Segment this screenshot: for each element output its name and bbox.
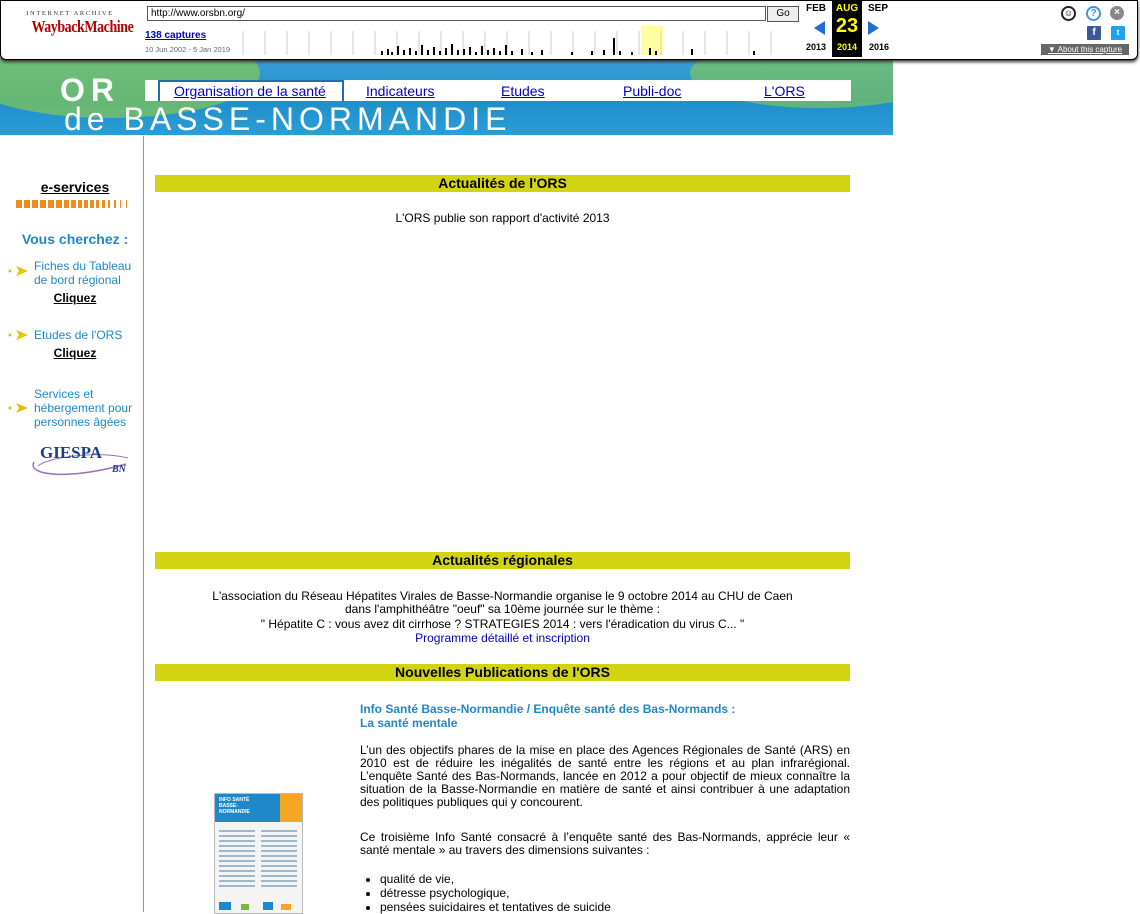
publication-title[interactable] bbox=[360, 702, 735, 730]
about-capture-button[interactable]: ▼ About this capture bbox=[1041, 44, 1129, 55]
publication-paragraph-1: L’un des objectifs phares de la mise en place des Agences Régionales de Santé (ARS) en 2010 est de réduire les inégalités de santé entre les régions et au plan infrarégional. L’enquête Santé des Bas-Normands, lancée en 2012 a pour objectif de mieux connaître la situation de la Basse-Normandie en matière de santé et ainsi contribuer à une adaptation des politiques publiques qui y concourent. bbox=[360, 743, 850, 809]
regional-line-1: L'association du Réseau Hépatites Virales de Basse-Normandie organise le 9 octobre 2014 au CHU de Caen bbox=[212, 589, 793, 603]
go-button[interactable]: Go bbox=[767, 6, 799, 22]
capture-bars bbox=[381, 38, 755, 55]
actualites-ors-text: L'ORS publie son rapport d'activité 2013 bbox=[395, 211, 610, 225]
publication-paragraph-2: Ce troisième Info Santé consacré à l’enquête santé des Bas-Normands, apprécie leur « santé mentale » au travers des dimensions suivantes : bbox=[360, 830, 850, 857]
regional-line-2: dans l'amphithéâtre "oeuf" sa 10ème journée sur le thème : bbox=[345, 602, 660, 616]
sidebar-cliquez-etudes[interactable]: Cliquez bbox=[53, 346, 97, 360]
wayback-logo[interactable] bbox=[23, 10, 134, 36]
vous-cherchez-heading: Vous cherchez : bbox=[21, 231, 129, 247]
banner-ors-text: OR bbox=[60, 72, 120, 108]
sidebar-link-tableau[interactable]: Fiches du Tableau de bord régional bbox=[34, 259, 132, 287]
arrow-bullet-icon bbox=[8, 266, 30, 276]
section-bar-publications: Nouvelles Publications de l'ORS bbox=[155, 664, 850, 681]
prev-capture-icon[interactable] bbox=[814, 21, 825, 35]
dimension-list bbox=[360, 872, 611, 914]
sidebar-cliquez-tableau[interactable]: Cliquez bbox=[53, 291, 97, 305]
nav-indicateurs[interactable]: Indicateurs bbox=[366, 83, 435, 99]
close-icon[interactable]: × bbox=[1110, 6, 1124, 20]
nav-organisation[interactable]: Organisation de la santé bbox=[174, 83, 326, 99]
section-bar-actualites-regionales: Actualités régionales bbox=[155, 552, 850, 569]
list-item: • qualité de vie, bbox=[380, 872, 611, 886]
url-input[interactable]: http://www.orsbn.org/ bbox=[147, 6, 766, 21]
publication-title-line-2: La santé mentale bbox=[360, 716, 458, 730]
sidebar-link-etudes[interactable]: Etudes de l'ORS bbox=[34, 328, 123, 342]
site-banner bbox=[0, 58, 893, 135]
main-nav bbox=[145, 80, 851, 101]
prev-month[interactable]: FEB bbox=[806, 3, 826, 14]
capture-range: 10 Jun 2002 - 5 Jan 2019 bbox=[145, 45, 231, 54]
next-capture-icon[interactable] bbox=[868, 21, 879, 35]
twitter-icon[interactable]: t bbox=[1111, 26, 1125, 40]
help-icon[interactable]: ? bbox=[1086, 6, 1101, 21]
next-year[interactable]: 2016 bbox=[868, 42, 890, 52]
sidebar-divider bbox=[143, 136, 144, 912]
giespa-logo-text: GIESPA bbox=[40, 443, 103, 462]
about-capture-label: About this capture bbox=[1057, 45, 1123, 54]
prev-year[interactable]: 2013 bbox=[805, 42, 827, 52]
wayback-toolbar bbox=[0, 0, 1138, 60]
eservices-link[interactable]: e-services bbox=[40, 179, 110, 195]
programme-link[interactable]: Programme détaillé et inscription bbox=[415, 631, 590, 645]
capture-sparkline[interactable] bbox=[241, 26, 789, 55]
captures-link[interactable]: 138 captures bbox=[145, 30, 207, 41]
nav-lors[interactable]: L'ORS bbox=[764, 83, 805, 99]
arrow-bullet-icon bbox=[8, 403, 30, 413]
current-year: 2014 bbox=[836, 42, 858, 52]
publication-thumbnail[interactable] bbox=[214, 793, 303, 914]
logo-wayback-text: WaybackMachine bbox=[31, 17, 134, 36]
thumbnail-title: INFO SANTÉ BASSE-NORMANDIE bbox=[219, 797, 250, 815]
next-month[interactable]: SEP bbox=[867, 3, 888, 14]
facebook-icon[interactable]: f bbox=[1087, 26, 1101, 40]
eservices-stripes-decoration bbox=[16, 200, 136, 208]
thumbnail-corner bbox=[280, 794, 302, 822]
list-item: • détresse psychologique, bbox=[380, 886, 611, 900]
current-capture bbox=[832, 1, 862, 57]
banner-region-text: de BASSE-NORMANDIE bbox=[64, 101, 512, 135]
current-year-highlight bbox=[641, 26, 663, 55]
section-bar-actualites-ors: Actualités de l'ORS bbox=[155, 175, 850, 192]
current-day: 23 bbox=[835, 15, 859, 37]
arrow-bullet-icon bbox=[8, 330, 30, 340]
sidebar-link-services[interactable]: Services et hébergement pour personnes âgées bbox=[34, 387, 133, 429]
giespa-logo[interactable] bbox=[16, 440, 136, 480]
list-item: • pensées suicidaires et tentatives de suicide bbox=[380, 900, 611, 914]
thumbnail-header bbox=[215, 794, 302, 822]
thumbnail-body bbox=[215, 822, 302, 914]
publication-title-line-1: Info Santé Basse-Normandie / Enquête santé des Bas-Normands : bbox=[360, 702, 736, 716]
nav-etudes[interactable]: Etudes bbox=[501, 83, 545, 99]
nav-publi-doc[interactable]: Publi-doc bbox=[623, 83, 682, 99]
current-month: AUG bbox=[835, 3, 859, 14]
giespa-logo-sub: BN bbox=[112, 464, 126, 475]
regional-line-3: " Hépatite C : vous avez dit cirrhose ? STRATEGIES 2014 : vers l'éradication du virus C... " bbox=[260, 617, 745, 631]
logo-internet-archive-text: INTERNET ARCHIVE bbox=[26, 10, 114, 17]
user-icon[interactable]: ☺ bbox=[1061, 6, 1076, 21]
